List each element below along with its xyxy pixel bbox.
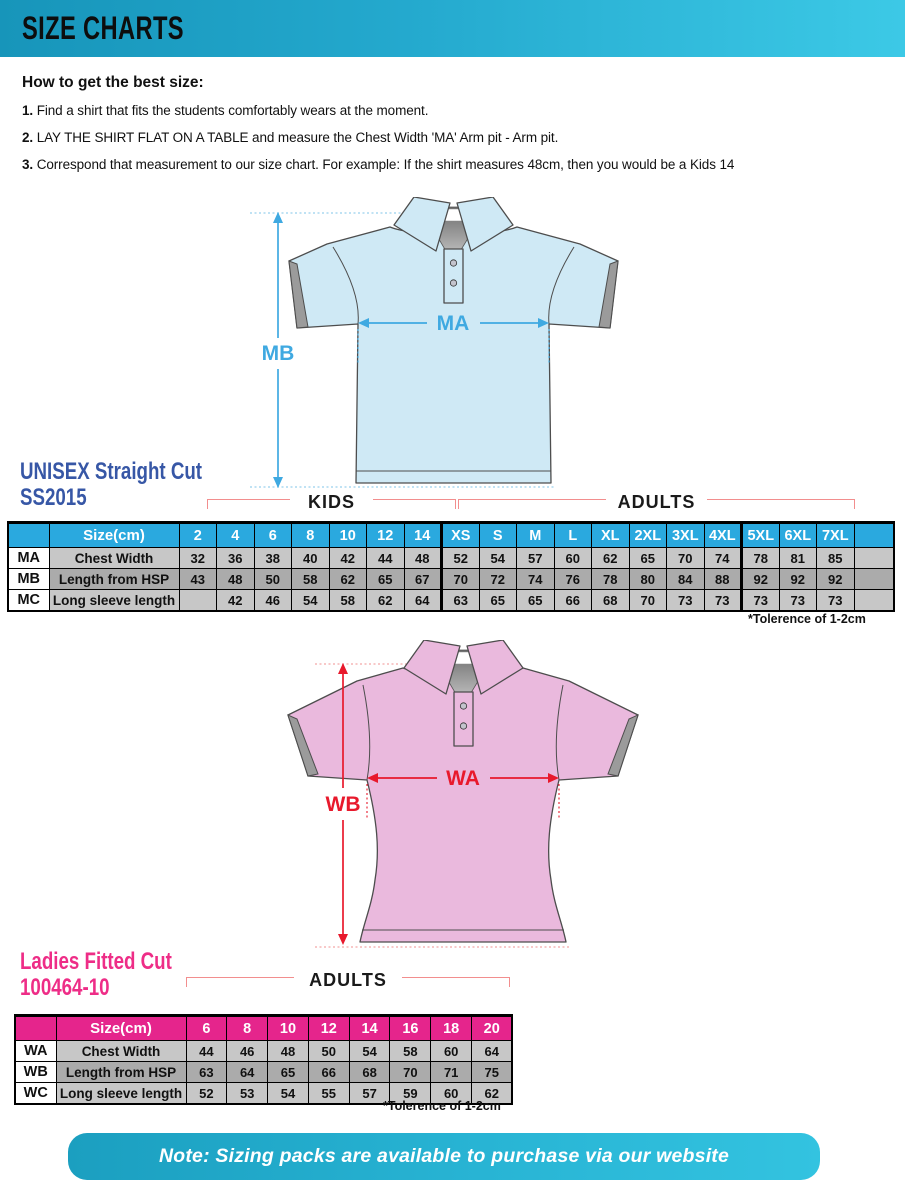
- unisex-tolerance-note: *Tolerence of 1-2cm: [748, 612, 866, 626]
- size-value: 64: [472, 1041, 513, 1062]
- size-value: 63: [442, 590, 480, 612]
- size-value: 46: [254, 590, 292, 612]
- size-table-header-row: [15, 1016, 512, 1041]
- step-number: 2.: [22, 130, 34, 145]
- row-label: Length from HSP: [56, 1062, 186, 1083]
- size-col-header: 2: [179, 523, 217, 548]
- unisex-title-line2: SS2015: [20, 484, 87, 511]
- size-value: 38: [254, 548, 292, 569]
- size-value: 60: [431, 1041, 472, 1062]
- size-value: 66: [554, 590, 592, 612]
- adults-group-bracket: [186, 970, 510, 990]
- button: [460, 723, 466, 729]
- size-value: 64: [404, 590, 442, 612]
- size-value: 50: [308, 1041, 349, 1062]
- blank-col-header: [854, 523, 894, 548]
- size-value: 46: [227, 1041, 268, 1062]
- size-value: 80: [629, 569, 667, 590]
- size-value: 66: [308, 1062, 349, 1083]
- size-col-header: 8: [227, 1016, 268, 1041]
- step-text: Correspond that measurement to our size chart. For example: If the shirt measures 48cm, then you would be a Kids 14: [36, 157, 735, 172]
- size-value: 57: [517, 548, 555, 569]
- size-value: 42: [217, 590, 255, 612]
- ladies-title-line1: Ladies Fitted Cut: [20, 948, 172, 975]
- size-col-header: 20: [472, 1016, 513, 1041]
- size-col-header: 14: [349, 1016, 390, 1041]
- instructions-heading: How to get the best size:: [22, 74, 204, 91]
- size-value: 88: [704, 569, 742, 590]
- size-col-header: 12: [367, 523, 405, 548]
- size-value: 68: [592, 590, 630, 612]
- size-col-header: 5XL: [742, 523, 780, 548]
- size-value: 70: [629, 590, 667, 612]
- instructions-block: [22, 74, 892, 184]
- size-table-row: [15, 1062, 512, 1083]
- size-col-header: 14: [404, 523, 442, 548]
- size-table-row: [8, 569, 894, 590]
- size-value: 74: [517, 569, 555, 590]
- size-col-header: S: [479, 523, 517, 548]
- size-col-header: 7XL: [817, 523, 855, 548]
- size-value: 58: [292, 569, 330, 590]
- size-value: 65: [629, 548, 667, 569]
- blank-value: [854, 590, 894, 612]
- sizing-packs-note: [68, 1133, 820, 1180]
- blank-value: [854, 569, 894, 590]
- size-value: 54: [268, 1083, 309, 1105]
- ladies-shirt-diagram: [270, 640, 660, 958]
- size-value: 78: [592, 569, 630, 590]
- instruction-step-1: [22, 103, 892, 118]
- size-value: 63: [186, 1062, 227, 1083]
- size-value: 73: [742, 590, 780, 612]
- size-col-header: 6XL: [779, 523, 817, 548]
- size-value: 48: [268, 1041, 309, 1062]
- step-number: 3.: [22, 157, 34, 172]
- size-value: 65: [517, 590, 555, 612]
- kids-group-bracket: [207, 492, 456, 512]
- size-col-header: 2XL: [629, 523, 667, 548]
- size-value: 65: [479, 590, 517, 612]
- header-banner: [0, 0, 905, 57]
- row-code: MA: [8, 548, 49, 569]
- size-value: 73: [779, 590, 817, 612]
- bracket-line: [402, 977, 510, 987]
- size-col-header: 10: [268, 1016, 309, 1041]
- size-value: 76: [554, 569, 592, 590]
- size-value: 60: [431, 1083, 472, 1105]
- size-value: 84: [667, 569, 705, 590]
- size-value: 70: [442, 569, 480, 590]
- size-col-header: 12: [308, 1016, 349, 1041]
- ladies-tolerance-note: *Tolerence of 1-2cm: [383, 1099, 501, 1113]
- size-value: 65: [367, 569, 405, 590]
- size-value: 50: [254, 569, 292, 590]
- adults-group-bracket: [458, 492, 855, 512]
- size-value: 67: [404, 569, 442, 590]
- row-code: MC: [8, 590, 49, 612]
- bracket-line: [458, 499, 606, 509]
- instruction-step-3: [22, 157, 892, 172]
- size-value: 92: [817, 569, 855, 590]
- size-col-header: XL: [592, 523, 630, 548]
- unisex-section-title: [20, 459, 202, 511]
- size-value: 62: [592, 548, 630, 569]
- size-col-header: 3XL: [667, 523, 705, 548]
- row-label: Chest Width: [56, 1041, 186, 1062]
- size-value: 71: [431, 1062, 472, 1083]
- size-value: 72: [479, 569, 517, 590]
- placket: [454, 692, 473, 746]
- size-value: 58: [329, 590, 367, 612]
- instruction-step-2: [22, 130, 892, 145]
- corner-cell: [8, 523, 49, 548]
- size-value: 54: [349, 1041, 390, 1062]
- size-value: 85: [817, 548, 855, 569]
- size-value: 54: [292, 590, 330, 612]
- size-value: 68: [349, 1062, 390, 1083]
- size-col-header: 8: [292, 523, 330, 548]
- step-text: Find a shirt that fits the students comfortably wears at the moment.: [36, 103, 429, 118]
- size-value: 55: [308, 1083, 349, 1105]
- size-value: 42: [329, 548, 367, 569]
- row-label: Long sleeve length: [49, 590, 179, 612]
- size-col-header: L: [554, 523, 592, 548]
- size-value: 70: [390, 1062, 431, 1083]
- size-table-row: [8, 548, 894, 569]
- bracket-line: [186, 977, 294, 987]
- adults-group-label: ADULTS: [617, 492, 696, 512]
- row-code: MB: [8, 569, 49, 590]
- ladies-title-line2: 100464-10: [20, 974, 110, 1001]
- size-value: 40: [292, 548, 330, 569]
- row-code: WC: [15, 1083, 56, 1105]
- size-col-header: XS: [442, 523, 480, 548]
- length-measure: [262, 212, 295, 488]
- size-col-header: 4: [217, 523, 255, 548]
- size-value: 60: [554, 548, 592, 569]
- size-col-header: 4XL: [704, 523, 742, 548]
- corner-cell: [15, 1016, 56, 1041]
- ladies-size-table: [14, 1014, 513, 1105]
- size-value: 70: [667, 548, 705, 569]
- bracket-line: [373, 499, 456, 509]
- size-cm-header: Size(cm): [49, 523, 179, 548]
- unisex-title-line1: UNISEX Straight Cut: [20, 458, 203, 485]
- size-value: 62: [472, 1083, 513, 1105]
- size-value: 59: [390, 1083, 431, 1105]
- measure-label-mb: MB: [261, 342, 295, 365]
- size-value: 48: [217, 569, 255, 590]
- size-value: 81: [779, 548, 817, 569]
- size-value: 62: [367, 590, 405, 612]
- row-label: Chest Width: [49, 548, 179, 569]
- measure-label-wb: WB: [325, 793, 361, 816]
- button: [450, 280, 456, 286]
- step-number: 1.: [22, 103, 34, 118]
- size-value: 32: [179, 548, 217, 569]
- size-col-header: 6: [186, 1016, 227, 1041]
- size-col-header: M: [517, 523, 555, 548]
- size-col-header: 6: [254, 523, 292, 548]
- size-value: 44: [367, 548, 405, 569]
- size-value: 65: [268, 1062, 309, 1083]
- measure-label-ma: MA: [436, 312, 470, 335]
- note-text: Note: Sizing packs are available to purchase via our website: [158, 1145, 730, 1167]
- size-table-row: [8, 590, 894, 612]
- size-value: 62: [329, 569, 367, 590]
- blank-value: [854, 548, 894, 569]
- row-label: Long sleeve length: [56, 1083, 186, 1105]
- size-col-header: 18: [431, 1016, 472, 1041]
- size-table-header-row: [8, 523, 894, 548]
- size-value: 73: [667, 590, 705, 612]
- size-value: 78: [742, 548, 780, 569]
- size-value: 73: [704, 590, 742, 612]
- bracket-line: [207, 499, 290, 509]
- placket: [444, 249, 463, 303]
- adults-group-label: ADULTS: [309, 970, 387, 990]
- size-value: 64: [227, 1062, 268, 1083]
- unisex-size-table: [7, 521, 895, 612]
- size-value: 36: [217, 548, 255, 569]
- size-table-row: [15, 1041, 512, 1062]
- size-value: 74: [704, 548, 742, 569]
- size-value: 48: [404, 548, 442, 569]
- size-value: 54: [479, 548, 517, 569]
- size-value: 73: [817, 590, 855, 612]
- kids-group-label: KIDS: [307, 492, 356, 512]
- button: [460, 703, 466, 709]
- button: [450, 260, 456, 266]
- size-col-header: 10: [329, 523, 367, 548]
- bracket-line: [707, 499, 855, 509]
- row-code: WB: [15, 1062, 56, 1083]
- ladies-section-title: [20, 949, 172, 1001]
- unisex-shirt-diagram: [230, 197, 654, 492]
- row-code: WA: [15, 1041, 56, 1062]
- size-value: [179, 590, 217, 612]
- size-value: 43: [179, 569, 217, 590]
- size-value: 44: [186, 1041, 227, 1062]
- size-value: 58: [390, 1041, 431, 1062]
- page-title: SIZE CHARTS: [22, 10, 184, 46]
- size-col-header: 16: [390, 1016, 431, 1041]
- size-value: 57: [349, 1083, 390, 1105]
- row-label: Length from HSP: [49, 569, 179, 590]
- size-value: 53: [227, 1083, 268, 1105]
- size-value: 75: [472, 1062, 513, 1083]
- size-cm-header: Size(cm): [56, 1016, 186, 1041]
- measure-label-wa: WA: [446, 767, 480, 790]
- size-value: 92: [779, 569, 817, 590]
- size-value: 52: [442, 548, 480, 569]
- size-value: 52: [186, 1083, 227, 1105]
- step-text: LAY THE SHIRT FLAT ON A TABLE and measure the Chest Width 'MA' Arm pit - Arm pit.: [36, 130, 559, 145]
- size-value: 92: [742, 569, 780, 590]
